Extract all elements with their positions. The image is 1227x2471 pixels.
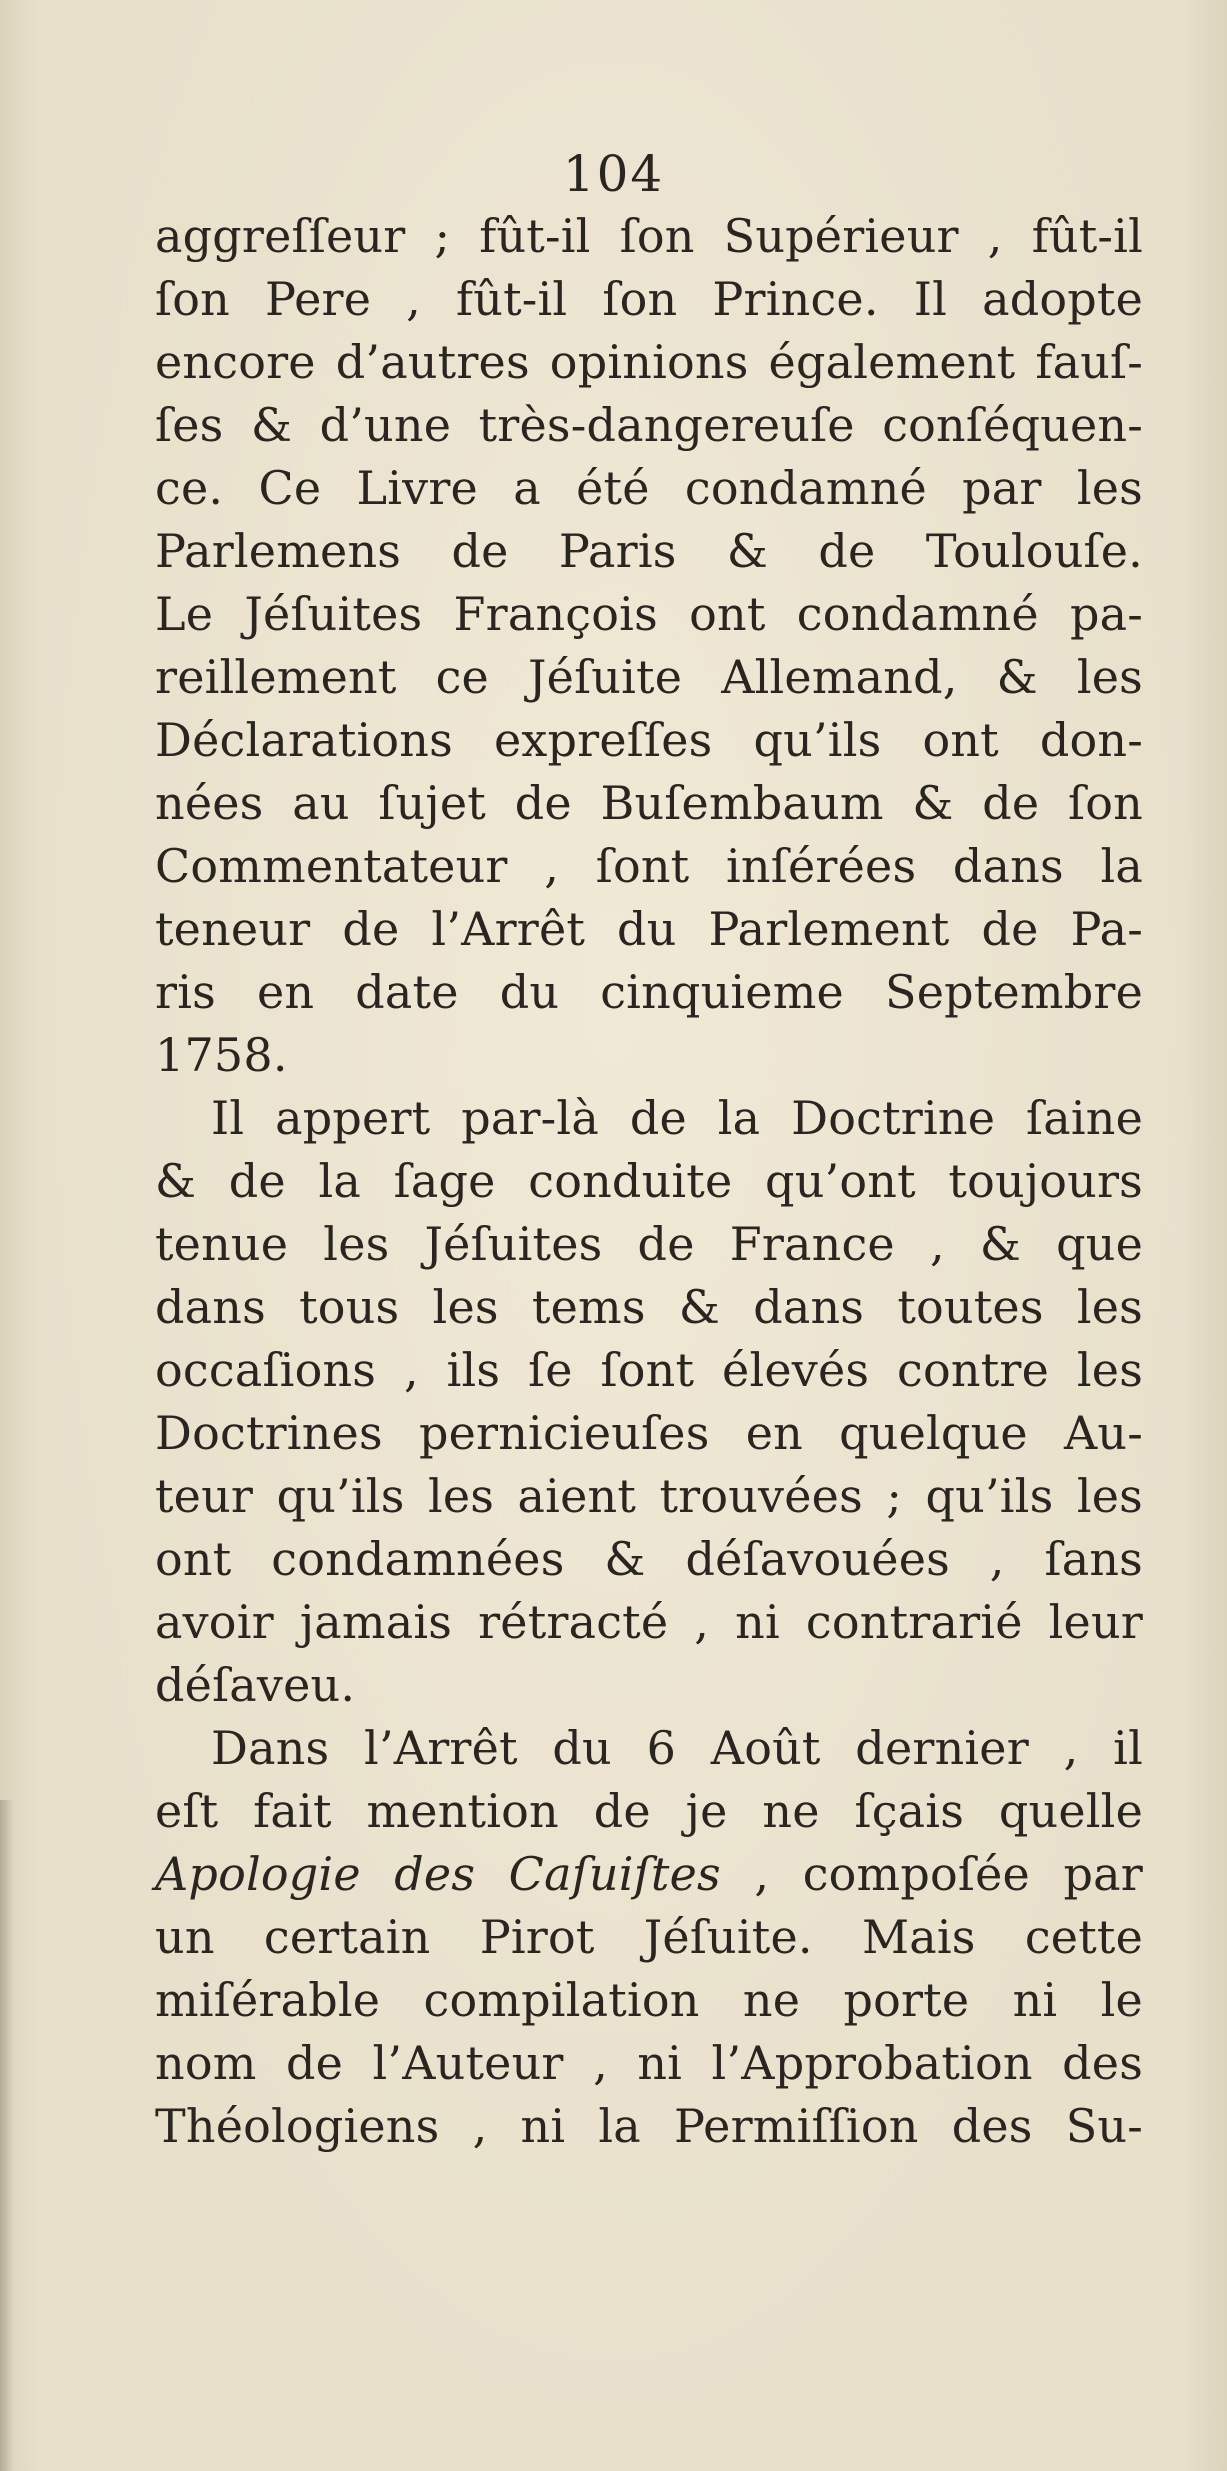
binding-shadow [0,1800,14,2471]
text-line: teneur de l’Arrêt du Parlement de Pa- [155,902,1143,956]
text-line: Commentateur , ſont inſérées dans la [155,839,1143,893]
text-line: ont condamnées & déſavouées , ſans [155,1532,1143,1586]
text-line: nées au ſujet de Buſembaum & de ſon [155,776,1143,830]
text-line: un certain Pirot Jéſuite. Mais cette [155,1910,1143,1964]
text-line: Il appert par-là de la Doctrine ſaine [211,1091,1143,1145]
text-line: occaſions , ils ſe ſont élevés contre les [155,1343,1143,1397]
text-line: Le Jéſuites François ont condamné pa- [155,587,1143,641]
text-line: Parlemens de Paris & de Toulouſe. [155,524,1143,578]
text-line: 1758. [155,1028,288,1082]
text-line: reillement ce Jéſuite Allemand, & les [155,650,1143,704]
text-line: teur qu’ils les aient trouvées ; qu’ils les [155,1469,1143,1523]
body-text [155,205,1143,2158]
text-line: Dans l’Arrêt du 6 Août dernier , il [211,1721,1143,1775]
text-line: aggreſſeur ; fût-il ſon Supérieur , fût-il [155,209,1143,263]
page-number: 104 [562,145,665,203]
text-line: dans tous les tems & dans toutes les [155,1280,1143,1334]
text-line: déſaveu. [155,1658,356,1712]
text-line: ris en date du cinquieme Septembre [155,965,1143,1019]
text-line: Déclarations expreſſes qu’ils ont don- [155,713,1143,767]
text-line: ſon Pere , fût-il ſon Prince. Il adopte [155,272,1143,326]
text-fragment: , compoſée par [720,1847,1143,1901]
text-line: ce. Ce Livre a été condamné par les [155,461,1143,515]
text-line: ſes & d’une très-dangereuſe conſéquen- [155,398,1143,452]
text-line: avoir jamais rétracté , ni contrarié leur [155,1595,1143,1649]
text-line-with-title [155,1843,1143,1906]
text-line: Doctrines pernicieuſes en quelque Au- [155,1406,1143,1460]
text-line: encore d’autres opinions également fauſ- [155,335,1143,389]
text-line: & de la ſage conduite qu’ont toujours [155,1154,1143,1208]
text-line: eſt fait mention de je ne ſçais quelle [155,1784,1143,1838]
text-line: miſérable compilation ne porte ni le [155,1973,1143,2027]
text-line: tenue les Jéſuites de France , & que [155,1217,1143,1271]
text-line: Théologiens , ni la Permiſſion des Su- [155,2099,1143,2153]
text-line: nom de l’Auteur , ni l’Approbation des [155,2036,1143,2090]
italic-title: Apologie des Caſuiſtes [155,1847,721,1901]
